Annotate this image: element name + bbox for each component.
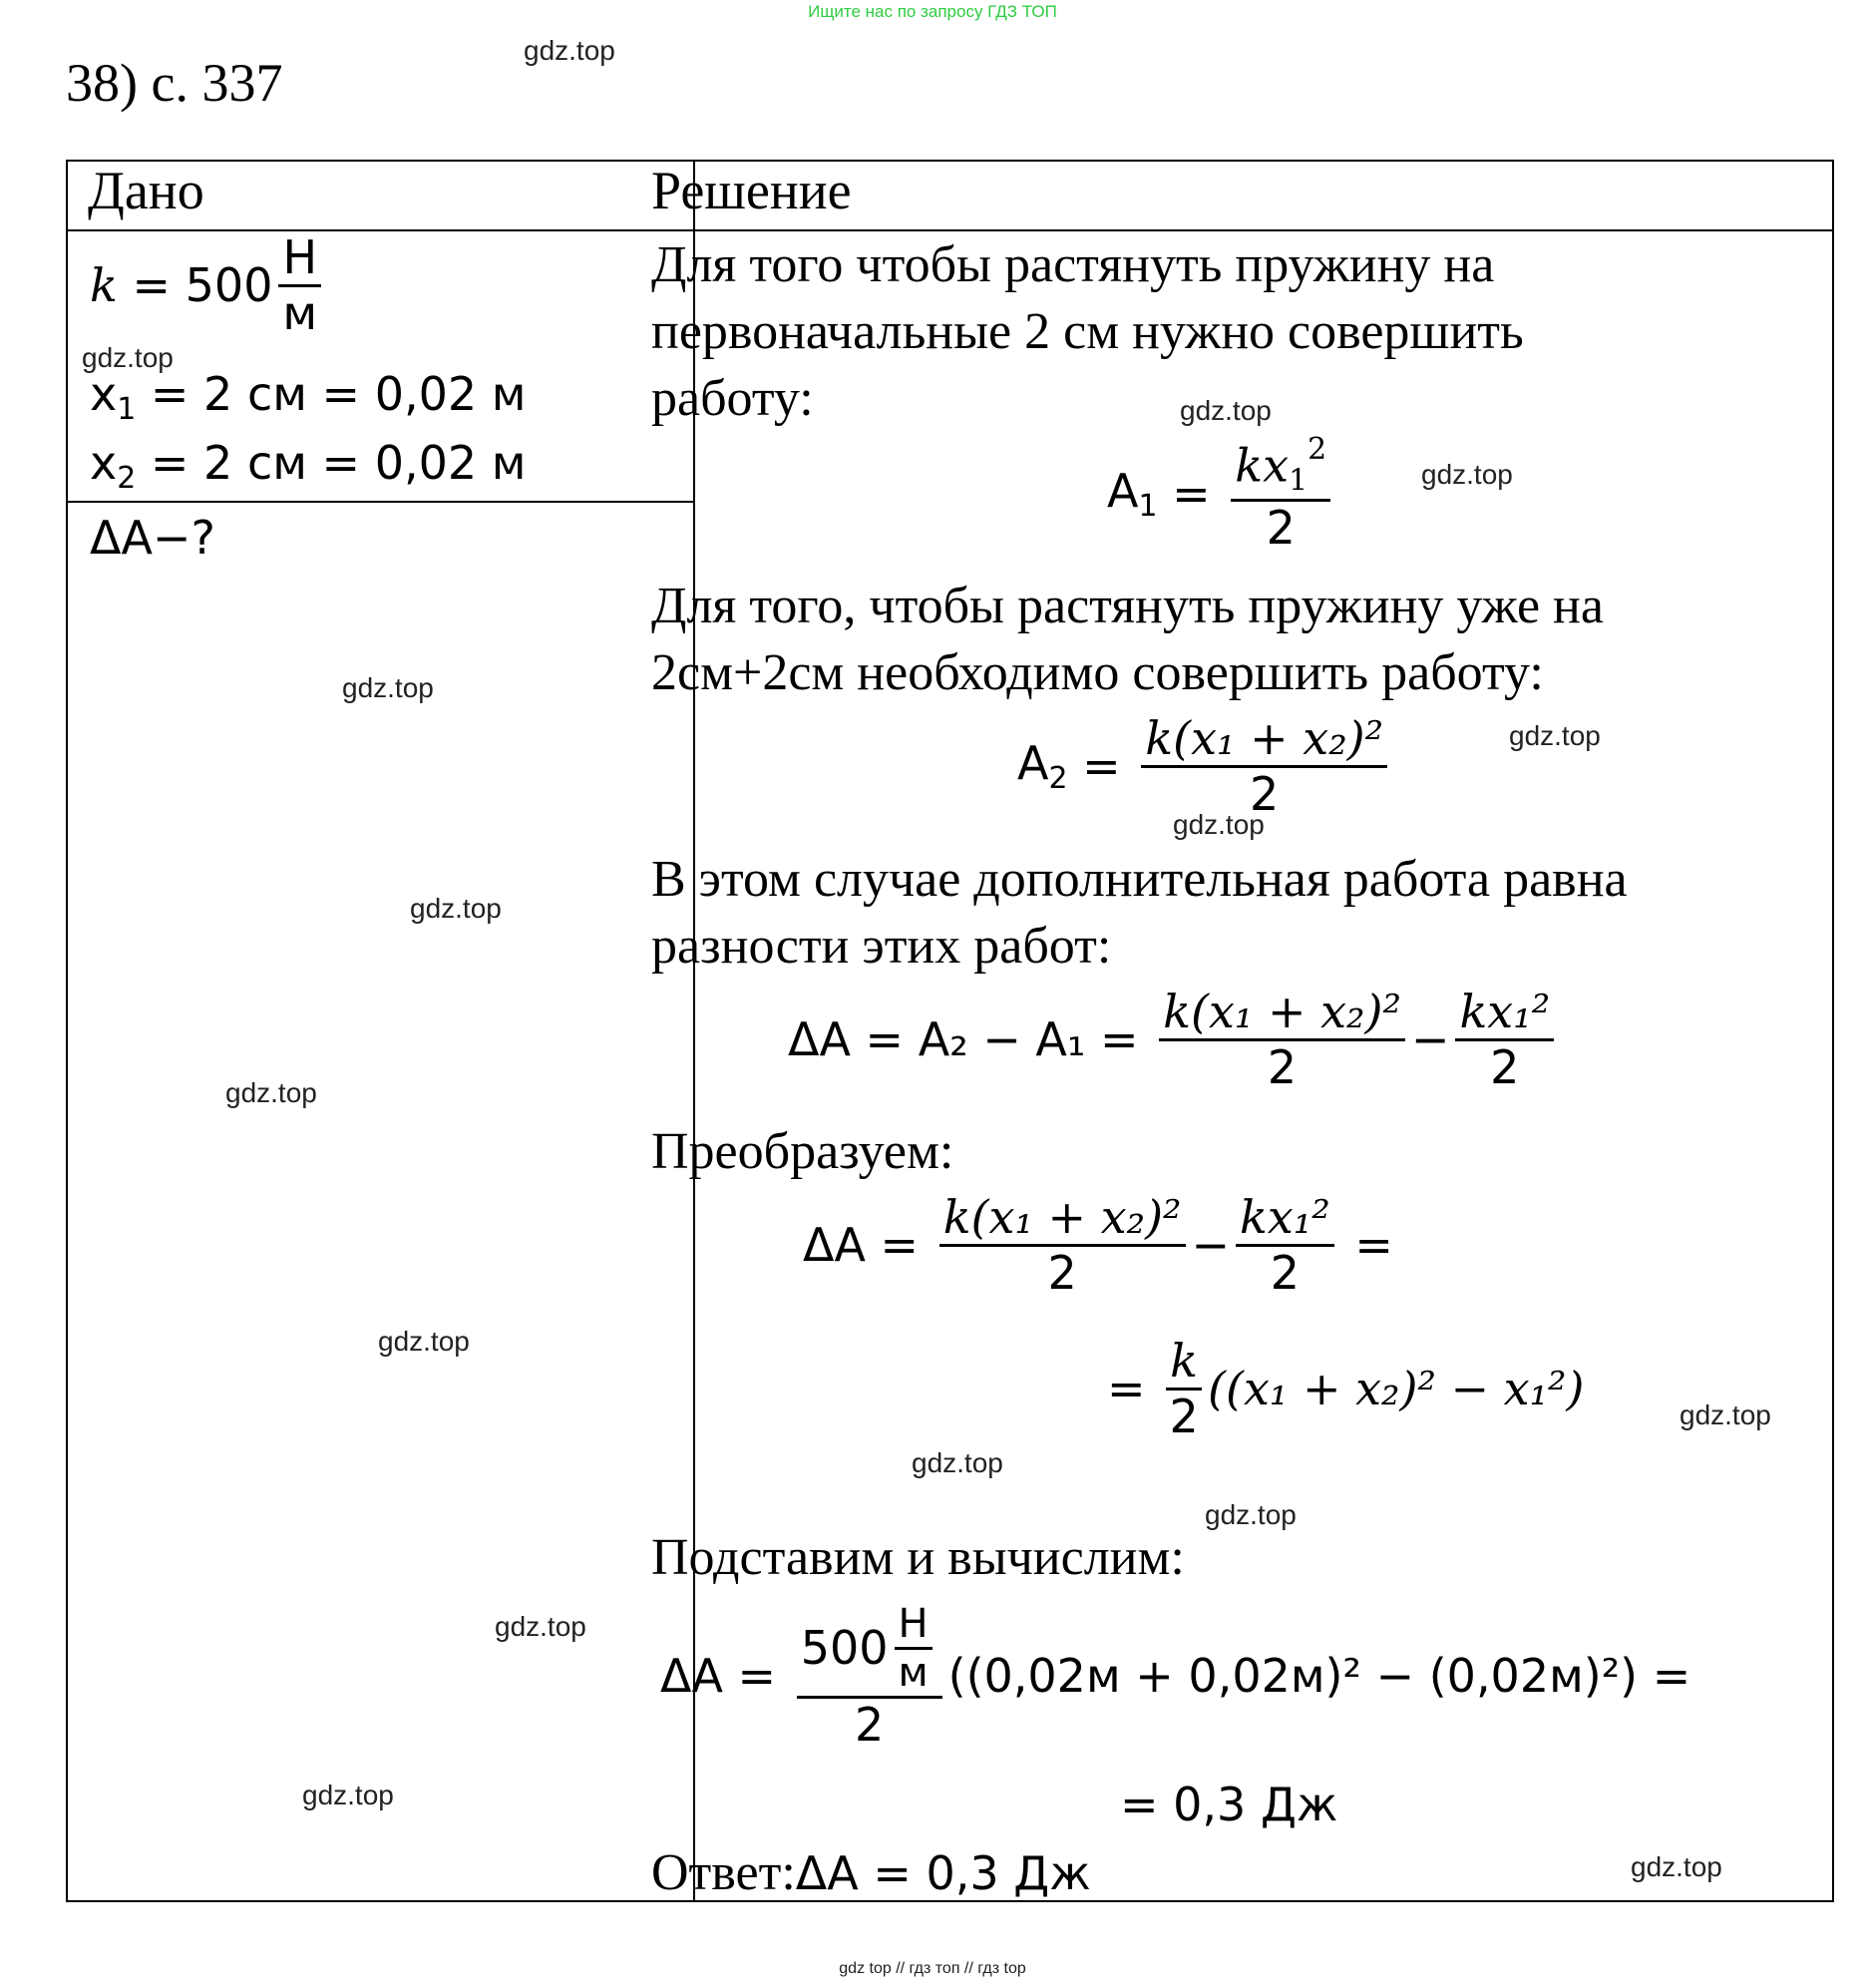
watermark: gdz.top [225, 1077, 317, 1108]
eq4-lhs: ΔA = [803, 1218, 933, 1273]
eq5-rest: ((x₁ + x₂)² − x₁²) [1208, 1362, 1585, 1416]
eq6-unit [895, 1601, 932, 1696]
watermark: gdz.top [495, 1611, 586, 1642]
answer-value: ΔA = 0,3 Дж [795, 1846, 1091, 1900]
given-k-unit [278, 231, 321, 340]
watermark: gdz.top [1421, 459, 1513, 490]
eq2-equals: = [1067, 739, 1136, 794]
solution-text-1a: Для того чтобы растянуть пружину на [651, 236, 1495, 293]
watermark: gdz.top [1180, 395, 1272, 426]
equation-a2 [1017, 712, 1393, 821]
eq5-equals: = [1107, 1362, 1161, 1416]
given-find-divider [68, 501, 693, 503]
eq6-numerator-value: 500 [800, 1621, 889, 1676]
eq6-lhs: ΔA = [660, 1649, 791, 1704]
eq4-fraction-1 [939, 1191, 1186, 1300]
eq6-unit-num: Н [895, 1601, 932, 1650]
eq3-fraction-2 [1455, 986, 1554, 1094]
eq2-lhs: $A_2$ [1017, 736, 1068, 797]
given-x2 [90, 436, 526, 496]
eq3-numerator-1: k(x₁ + x₂)² [1159, 986, 1405, 1041]
k-var: k [90, 258, 118, 313]
find-value: ΔA−? [90, 511, 215, 565]
watermark: gdz.top [1509, 720, 1601, 751]
watermark: gdz.top [1205, 1499, 1297, 1530]
equation-result: = 0,3 Дж [1120, 1778, 1338, 1831]
x1-sub: 1 [117, 391, 137, 427]
eq3-numerator-2: kx₁² [1455, 986, 1554, 1041]
solution-header: Решение [651, 161, 852, 220]
equation-transform-1 [803, 1191, 1393, 1300]
solution-text-2b: 2см+2см необходимо совершить работу: [651, 644, 1544, 701]
watermark: gdz.top [82, 342, 174, 373]
eq1-fraction [1231, 433, 1330, 555]
x1-var: x [90, 367, 118, 421]
answer [651, 1843, 1091, 1902]
given-x1 [90, 367, 526, 427]
eq1-lhs: $A_1$ [1107, 463, 1158, 524]
given-k-tail: = 500 [117, 258, 273, 313]
eq4-denominator-1: 2 [1047, 1245, 1077, 1300]
header-divider [68, 229, 1832, 231]
solution-text-1b: первоначальные 2 см нужно совершить [651, 303, 1524, 360]
eq5-denominator: 2 [1169, 1389, 1199, 1443]
watermark: gdz.top [912, 1447, 1003, 1478]
equation-a1 [1107, 433, 1336, 555]
watermark: gdz.top [302, 1780, 394, 1810]
eq6-fraction [797, 1601, 942, 1752]
equation-substitute [660, 1601, 1690, 1752]
given-k [90, 231, 327, 340]
given-header: Дано [88, 161, 204, 220]
x2-rest: = 2 см = 0,02 м [136, 436, 527, 490]
eq1-equals: = [1157, 466, 1226, 521]
eq4-fraction-2 [1236, 1191, 1334, 1300]
equation-transform-2 [1107, 1335, 1584, 1443]
eq3-lhs: ΔA = A₂ − A₁ = [788, 1012, 1154, 1067]
watermark: gdz.top [1679, 1399, 1771, 1430]
solution-text-3a: В этом случае дополнительная работа равна [651, 851, 1628, 908]
unit-denominator: м [282, 285, 318, 340]
eq3-fraction-1 [1159, 986, 1405, 1094]
eq4-equals: = [1339, 1218, 1393, 1273]
unit-numerator: Н [278, 231, 321, 287]
eq4-denominator-2: 2 [1270, 1245, 1301, 1300]
watermark: gdz.top [378, 1326, 470, 1357]
eq5-fraction [1166, 1335, 1202, 1443]
problem-number: 38) с. 337 [66, 53, 283, 113]
eq2-numerator: k(x₁ + x₂)² [1141, 712, 1387, 768]
watermark: gdz.top [342, 672, 434, 703]
eq6-denominator: 2 [855, 1698, 885, 1752]
eq2-denominator: 2 [1250, 766, 1280, 821]
equation-delta-a [788, 986, 1560, 1094]
solution-text-4: Преобразуем: [651, 1123, 954, 1180]
eq1-denominator: 2 [1266, 500, 1296, 555]
given-k-lhs [90, 258, 272, 312]
solution-text-3b: разности этих работ: [651, 918, 1112, 975]
watermark: gdz.top [1631, 1851, 1722, 1882]
eq6-numerator [797, 1601, 942, 1699]
eq3-denominator-1: 2 [1267, 1039, 1298, 1094]
solution-text-2a: Для того, чтобы растянуть пружину уже на [651, 578, 1604, 634]
x1-rest: = 2 см = 0,02 м [136, 367, 527, 421]
watermark: gdz.top [524, 35, 615, 66]
watermark: gdz.top [410, 893, 502, 924]
eq3-minus: − [1410, 1012, 1450, 1067]
watermark: gdz.top [1173, 809, 1265, 840]
x2-sub: 2 [117, 460, 137, 496]
eq1-numerator: $kx_1^2$ [1231, 433, 1330, 502]
solution-text-1c: работу: [651, 370, 814, 427]
eq6-unit-den: м [898, 1650, 929, 1696]
solution-text-5: Подставим и вычислим: [651, 1529, 1185, 1586]
answer-label: Ответ: [651, 1844, 796, 1901]
eq5-numerator: k [1166, 1335, 1202, 1391]
eq4-numerator-2: kx₁² [1236, 1191, 1334, 1247]
eq4-minus: − [1191, 1218, 1231, 1273]
x2-var: x [90, 436, 118, 490]
footer-links[interactable]: gdz top // гдз топ // гдз top [839, 1960, 1026, 1977]
eq6-rest: ((0,02м + 0,02м)² − (0,02м)²) = [947, 1649, 1691, 1704]
eq4-numerator-1: k(x₁ + x₂)² [939, 1191, 1186, 1247]
eq2-fraction [1141, 712, 1387, 821]
eq3-denominator-2: 2 [1490, 1039, 1520, 1094]
top-banner[interactable]: Ищите нас по запросу ГДЗ ТОП [808, 2, 1057, 21]
